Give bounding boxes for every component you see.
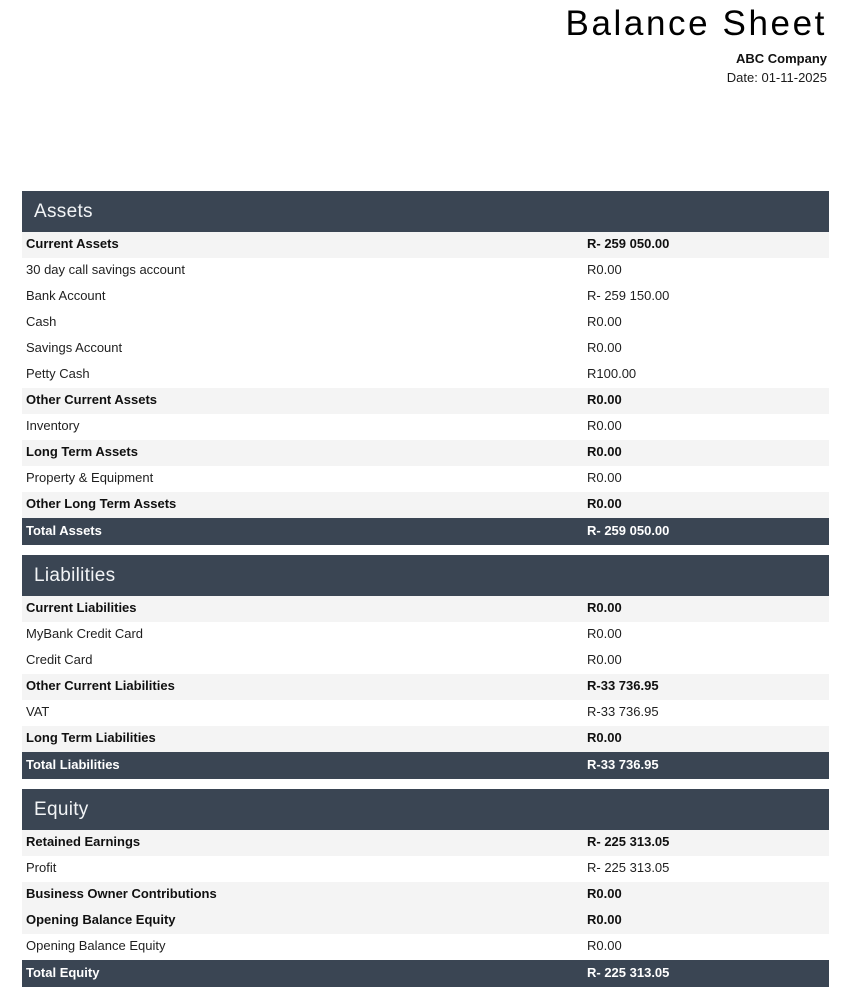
row-value: R0.00 [587,340,622,356]
row-label: Credit Card [26,653,93,668]
company-name: ABC Company [735,51,827,66]
section-assets [22,191,829,545]
row-value: R- 259 050.00 [587,522,670,538]
row-value: R0.00 [587,496,622,512]
row-label: Total Equity [26,965,100,980]
row-label: Other Long Term Assets [26,497,177,512]
group-row [22,882,829,908]
row-value: R0.00 [587,730,622,746]
table-row [22,362,829,388]
group-row [22,726,829,752]
group-row [22,492,829,518]
total-row [22,752,829,779]
section-header-liabilities: Liabilities [22,555,829,596]
row-value: R0.00 [587,626,622,642]
group-row [22,830,829,856]
row-value: R100.00 [587,366,637,382]
group-row [22,232,829,258]
report-date: Date: 01-11-2025 [726,70,827,86]
row-label: Savings Account [26,341,123,356]
document-header [0,0,851,86]
row-label: VAT [26,705,50,720]
row-label: Bank Account [26,289,106,304]
row-label: Retained Earnings [26,835,141,850]
table-row [22,466,829,492]
row-label: Total Liabilities [26,757,120,772]
header-spacer [0,86,851,191]
row-label: Long Term Assets [26,445,138,460]
row-label: 30 day call savings account [26,263,185,278]
table-row [22,934,829,960]
group-row [22,908,829,934]
row-value: R0.00 [587,938,622,954]
balance-sheet-table [22,191,829,987]
group-row [22,440,829,466]
row-label: Current Liabilities [26,601,137,616]
row-label: Current Assets [26,237,119,252]
row-value: R0.00 [587,444,622,460]
row-value: R-33 736.95 [587,704,659,720]
row-value: R0.00 [587,912,622,928]
section-liabilities [22,555,829,779]
row-value: R0.00 [587,392,622,408]
table-row [22,310,829,336]
row-value: R0.00 [587,600,622,616]
row-value: R- 225 313.05 [587,860,670,876]
row-label: Property & Equipment [26,471,154,486]
row-value: R0.00 [587,470,622,486]
row-value: R- 225 313.05 [587,834,670,850]
table-row [22,414,829,440]
group-row [22,596,829,622]
row-value: R0.00 [587,314,622,330]
row-label: Opening Balance Equity [26,939,166,954]
total-row [22,518,829,545]
row-label: Inventory [26,419,80,434]
row-label: Cash [26,315,57,330]
group-row [22,674,829,700]
row-value: R- 259 050.00 [587,236,670,252]
row-value: R- 259 150.00 [587,288,670,304]
row-label: Other Current Assets [26,393,157,408]
row-label: Long Term Liabilities [26,731,156,746]
table-row [22,856,829,882]
section-header-assets: Assets [22,191,829,232]
table-row [22,258,829,284]
row-value: R0.00 [587,886,622,902]
row-label: MyBank Credit Card [26,627,144,642]
row-label: Petty Cash [26,367,90,382]
total-row [22,960,829,987]
row-label: Profit [26,861,57,876]
row-value: R0.00 [587,418,622,434]
page-title: Balance Sheet [565,4,827,43]
row-value: R-33 736.95 [587,756,659,772]
table-row [22,700,829,726]
row-value: R0.00 [587,262,622,278]
table-row [22,648,829,674]
table-row [22,336,829,362]
row-value: R-33 736.95 [587,678,659,694]
section-header-equity: Equity [22,789,829,830]
section-equity [22,789,829,987]
row-value: R- 225 313.05 [587,964,670,980]
row-label: Total Assets [26,523,102,538]
table-row [22,622,829,648]
row-label: Business Owner Contributions [26,887,217,902]
row-label: Other Current Liabilities [26,679,175,694]
row-label: Opening Balance Equity [26,913,176,928]
row-value: R0.00 [587,652,622,668]
table-row [22,284,829,310]
group-row [22,388,829,414]
